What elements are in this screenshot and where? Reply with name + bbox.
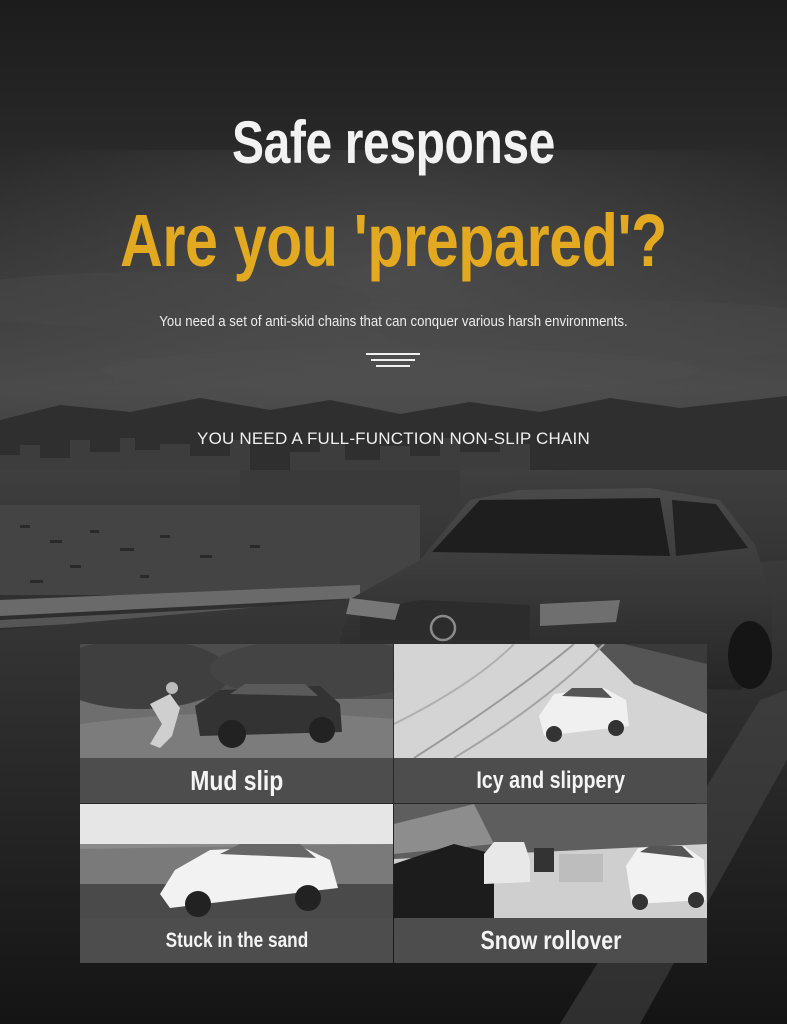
icy-road-photo xyxy=(394,644,707,758)
mud-slip-photo xyxy=(80,644,393,758)
title-are-you-prepared: Are you 'prepared'? xyxy=(120,199,667,282)
scenario-label: Mud slip xyxy=(80,758,393,803)
sand-stuck-photo xyxy=(80,804,393,918)
scenario-label: Snow rollover xyxy=(394,918,707,963)
scenario-tile-mud-slip xyxy=(80,644,393,803)
scenario-tile-icy-slippery xyxy=(394,644,707,803)
scenario-tile-snow-rollover xyxy=(394,804,707,963)
snow-rollover-photo xyxy=(394,804,707,918)
scenario-label: Icy and slippery xyxy=(394,758,707,803)
title-safe-response: Safe response xyxy=(232,109,555,176)
tagline: YOU NEED A FULL-FUNCTION NON-SLIP CHAIN xyxy=(197,429,590,448)
scenario-tile-stuck-sand xyxy=(80,804,393,963)
triple-line-divider-icon xyxy=(366,351,420,369)
scenario-label: Stuck in the sand xyxy=(80,918,393,963)
subtitle: You need a set of anti-skid chains that can conquer various harsh environments. xyxy=(159,313,628,330)
scenario-grid xyxy=(80,644,707,963)
